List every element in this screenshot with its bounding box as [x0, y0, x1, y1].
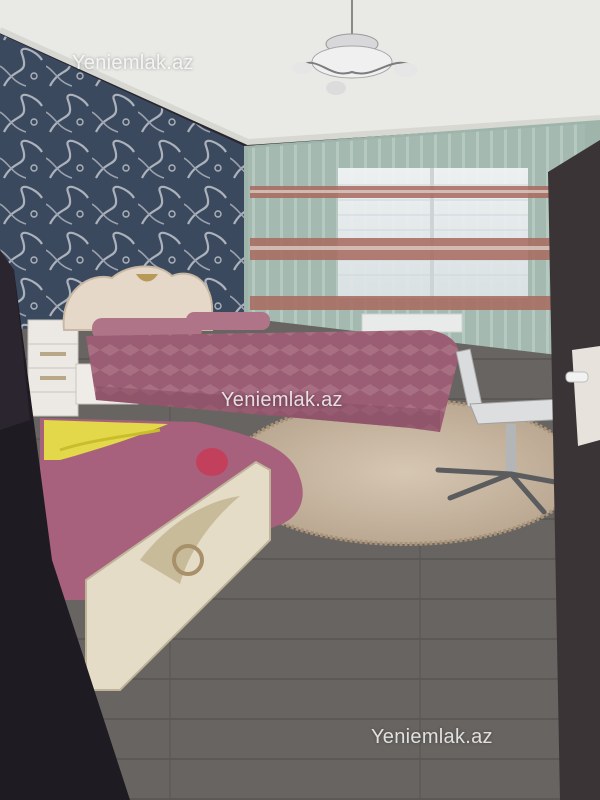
- watermark-center: Yeniemlak.az: [221, 389, 343, 411]
- watermark-top: Yeniemlak.az: [72, 52, 194, 74]
- desk-lamp: [566, 372, 588, 382]
- watermark-bottom: Yeniemlak.az: [371, 726, 493, 748]
- radiator: [362, 314, 462, 332]
